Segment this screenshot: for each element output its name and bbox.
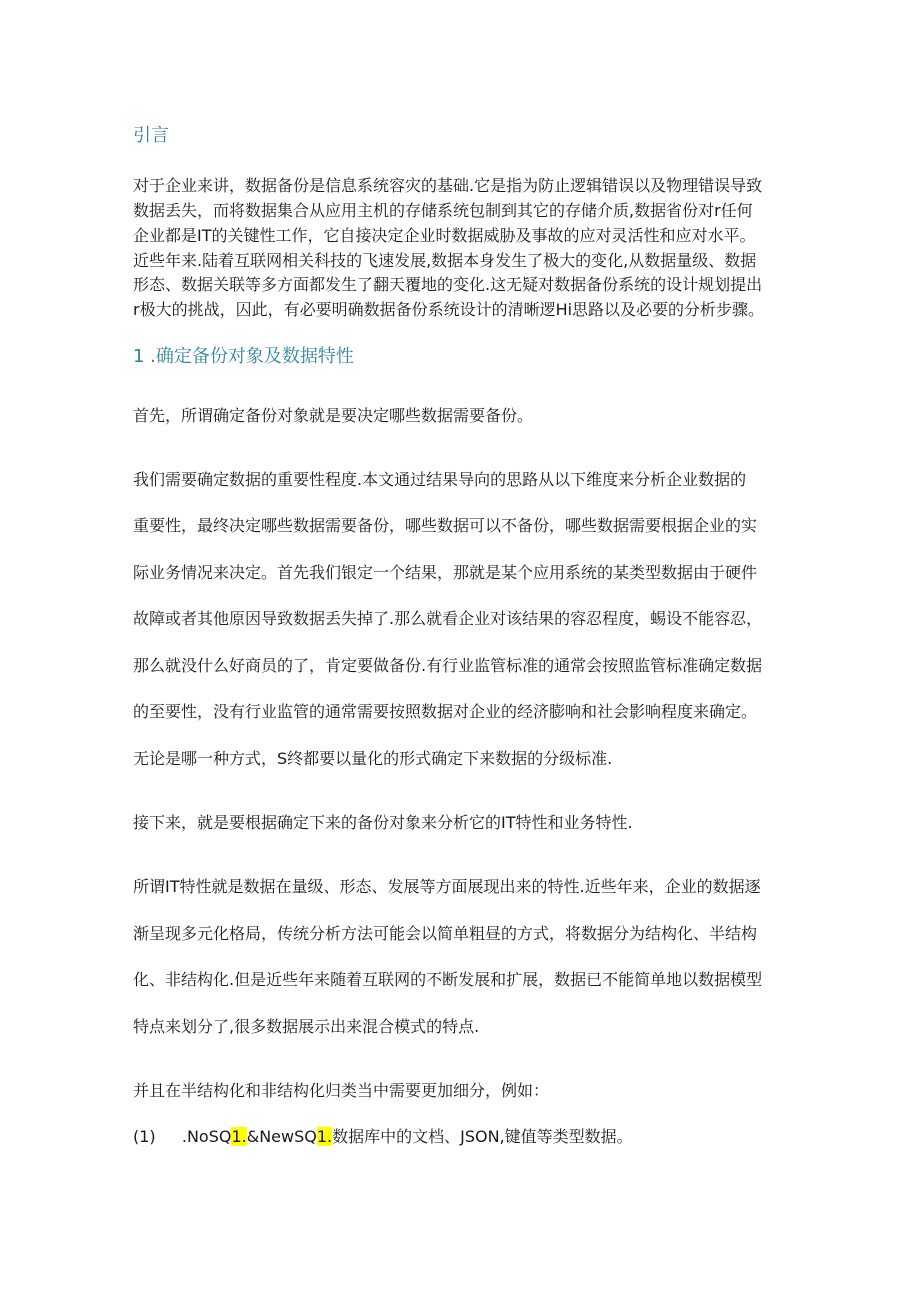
it-line-4: 特点来划分了,很多数据展示出来混合模式的特点. <box>133 1017 480 1036</box>
importance-line-7: 无论是哪一种方式，S终都要以量化的形式确定下来数据的分级标准. <box>133 749 613 768</box>
list-item-text-b: &NewSQ <box>246 1127 317 1146</box>
importance-line-1: 我们需要确定数据的重要性程度.本文通过结果导向的思路从以下维度来分析企业数据的 <box>133 470 747 489</box>
it-line-2: 渐呈现多元化格局，传统分析方法可能会以简单粗昼的方式，将数据分为结构化、半结构 <box>133 924 758 943</box>
list-item-1 <box>133 1126 633 1148</box>
highlight-b: 1. <box>316 1127 333 1146</box>
intro-heading: 引言 <box>133 125 169 146</box>
section1-heading: 1 .确定备份对象及数据特性 <box>133 346 354 367</box>
subdivide-paragraph: 并且在半结构化和非结构化归类当中需要更加细分，例如： <box>133 1081 550 1100</box>
importance-line-5: 那么就没什么好商员的了，肯定要做备份.有行业监管标准的通常会按照监管标准确定数据 <box>133 656 763 675</box>
intro-line-4: 近些年来.陆着互联网相关科技的飞速发展,数据本身发生了极大的变化,从数据量级、数据 <box>133 251 757 270</box>
intro-line-3: 企业都是IT的关键性工作，它自接决定企业时数据威胁及事故的应对灵活性和应对水平。 <box>133 226 756 245</box>
intro-line-5: 形态、数据关联等多方面都发生了翻天覆地的变化.这无疑对数据备份系统的设计规划提出 <box>133 275 763 294</box>
intro-line-6: r极大的挑战，囚此，有必要明确数据备份系统设计的清晰逻Hi思路以及必要的分析步骤。 <box>133 300 765 319</box>
it-line-3: 化、非结构化.但是近些年来随着互联网的不断发展和扩展，数据已不能简单地以数据模型 <box>133 970 763 989</box>
list-item-number: (1) <box>133 1127 156 1146</box>
importance-line-3: 际业务情况来决定。首先我们银定一个结果，那就是某个应用系统的某类型数据由于硬件 <box>133 563 758 582</box>
section1-first: 首先，所谓确定备份对象就是要决定哪些数据需要备份。 <box>133 406 534 425</box>
highlight-a: 1. <box>231 1127 247 1146</box>
list-item-text-c: 数据库中的文档、JSON,键值等类型数据。 <box>332 1127 633 1146</box>
importance-line-4: 故障或者其他原因导致数据丢失掉了.那么就看企业对该结果的容忍程度，蜴设不能容忍， <box>133 609 763 628</box>
intro-line-1: 对于企业来讲，数据备份是信息系统容灾的基础.它是指为防止逻辑错误以及物理错误导致 <box>133 176 763 195</box>
it-line-1: 所谓IT特性就是数据在量级、形态、发展等方面展现出来的特性.近些年来，企业的数据逐 <box>133 877 761 896</box>
importance-line-2: 重要性，最终决定哪些数据需要备份，哪些数据可以不备份，哪些数据需要根据企业的实 <box>133 516 758 535</box>
next-paragraph: 接下来，就是要根据确定下来的备份对象来分析它的IT特性和业务特性. <box>133 813 633 832</box>
importance-line-6: 的至要性，没有行业监管的通常需要按照数据对企业的经济膨响和社会影响程度来确定。 <box>133 702 758 721</box>
list-item-text-a: .NoSQ <box>181 1127 232 1146</box>
intro-line-2: 数据丢失，而将数据集合从应用主机的存储系统包制到其它的存储介质,数据省份对r任何 <box>133 201 753 220</box>
